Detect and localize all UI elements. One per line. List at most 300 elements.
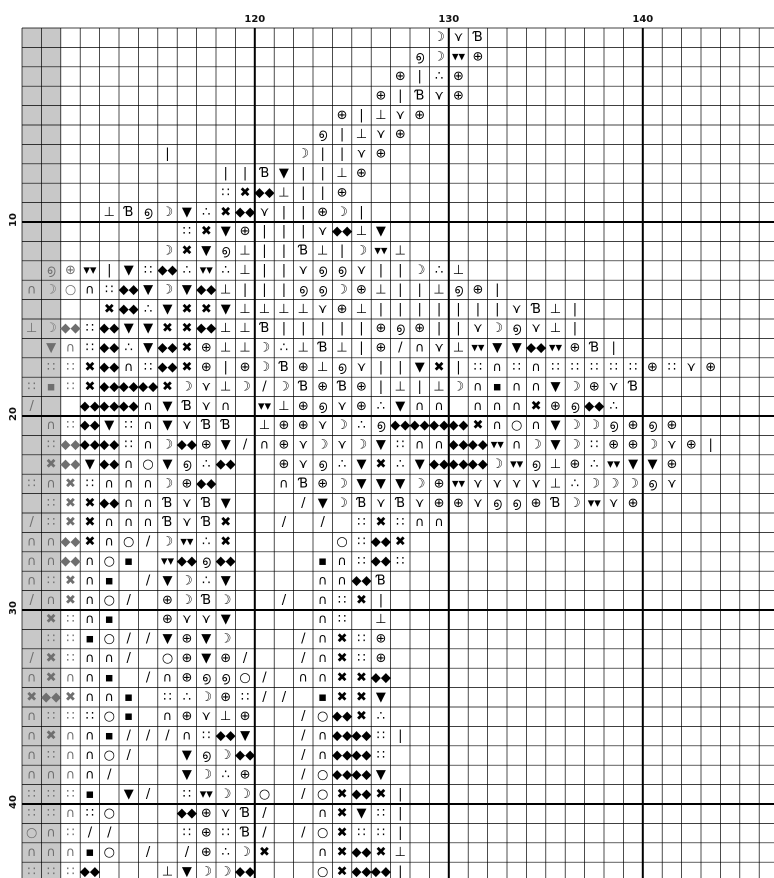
strip-symbol: ◆◆ [60,534,81,550]
stitch-symbol: ∴ [279,340,289,356]
stitch-symbol: ✖ [200,224,212,240]
stitch-symbol: / [145,573,151,589]
stitch-symbol: / [301,767,306,783]
stitch-symbol: ☽ [588,418,601,434]
strip-symbol: ∩ [46,476,56,492]
stitch-symbol: ○ [258,786,271,802]
stitch-symbol: ☽ [297,146,310,162]
stitch-symbol: ⊥ [549,476,562,492]
stitch-symbol: ▼ [84,457,95,472]
stitch-symbol: | [398,786,403,802]
stitch-symbol: ⊕ [608,437,620,453]
stitch-symbol: ∷ [512,360,521,375]
stitch-symbol: ▼ [181,282,192,298]
stitch-symbol: ⊕ [278,418,290,434]
stitch-symbol: ◆◆ [351,845,372,860]
stitch-symbol: Ɓ [201,495,212,511]
strip-symbol: ∩ [26,767,37,783]
stitch-symbol: ▪ [492,379,502,395]
stitch-symbol: ⊥ [239,340,251,356]
stitch-symbol: ◆◆ [448,418,469,434]
stitch-symbol: ∩ [434,398,444,414]
stitch-symbol: ▼ [511,340,522,356]
stitch-symbol: ○ [103,592,115,608]
stitch-symbol: ▼ [143,282,154,298]
stitch-symbol: ∷ [221,825,230,841]
stitch-symbol: ○ [103,554,115,569]
stitch-symbol: ⊕ [200,806,212,822]
stitch-symbol: Ɓ [279,360,289,375]
strip-symbol: ∷ [46,437,56,453]
stitch-symbol: / [145,786,151,802]
stitch-symbol: ⊕ [530,495,542,511]
stitch-symbol: ⋎ [376,127,386,143]
stitch-symbol: ∷ [182,825,192,841]
stitch-symbol: ∷ [357,825,366,841]
stitch-symbol: | [262,224,267,240]
strip-symbol: ∩ [46,418,56,434]
stitch-symbol: ▼ [162,457,173,472]
strip-symbol: ൭ [46,263,56,278]
stitch-symbol: ൭ [201,670,211,686]
strip-symbol: ∷ [46,864,56,878]
stitch-symbol: Ɓ [298,379,309,395]
stitch-symbol: ⊕ [181,476,193,492]
stitch-symbol: ◆◆ [332,709,353,725]
stitch-symbol: ⊕ [200,825,212,841]
stitch-symbol: / [301,825,306,841]
stitch-symbol: ⊥ [375,107,387,123]
strip-symbol: / [29,398,34,414]
strip-symbol: ✖ [65,592,76,608]
stitch-symbol: ∷ [124,418,133,434]
stitch-symbol: ൭ [337,263,347,278]
stitch-symbol: ✖ [220,204,232,220]
strip-symbol: ✖ [65,573,76,589]
strip-symbol: ∩ [26,670,37,686]
strip-symbol: ▼ [46,340,57,356]
stitch-symbol: ☽ [258,340,271,356]
stitch-symbol: ▾▾ [510,457,524,472]
stitch-symbol: ൭ [318,282,328,298]
stitch-symbol: ○ [239,670,251,686]
stitch-symbol: ∷ [376,825,386,841]
strip-symbol: ∷ [46,806,56,822]
stitch-symbol: ⋎ [473,495,483,511]
stitch-symbol: ✖ [375,457,387,472]
stitch-symbol: ▼ [220,301,231,317]
stitch-symbol: ⋎ [511,301,522,317]
stitch-symbol: | [107,263,112,278]
stitch-symbol: | [475,301,481,317]
stitch-symbol: ▪ [85,845,95,860]
stitch-symbol: / [126,631,131,647]
stitch-symbol: ∩ [473,398,483,414]
stitch-symbol: | [320,166,325,181]
stitch-symbol: | [398,360,403,375]
stitch-symbol: | [456,301,461,317]
strip-symbol: ◆◆ [60,554,81,569]
stitch-symbol: ☽ [219,631,232,647]
stitch-symbol: ☽ [219,748,232,763]
stitch-symbol: Ɓ [356,495,367,511]
stitch-symbol: ∷ [85,806,95,822]
strip-symbol: ✖ [65,495,76,511]
stitch-symbol: ∩ [85,554,95,569]
stitch-symbol: / [242,651,248,666]
stitch-symbol: ∷ [357,651,366,666]
stitch-symbol: ▼ [375,476,386,492]
stitch-symbol: ∩ [85,612,95,628]
stitch-symbol: ∷ [667,360,677,375]
stitch-symbol: ◆◆ [370,864,391,878]
stitch-symbol: ⋎ [395,107,406,123]
row-label-20: 20 [8,407,19,421]
stitch-symbol: ☽ [161,476,174,492]
stitch-symbol: ◆◆ [138,379,159,395]
stitch-symbol: ∷ [551,360,560,375]
stitch-symbol: ✖ [336,670,348,686]
stitch-symbol: ∩ [434,515,444,531]
stitch-symbol: ▼ [375,767,386,783]
stitch-symbol: | [378,360,384,375]
stitch-symbol: ∩ [85,282,95,298]
stitch-symbol: ⋎ [356,263,367,278]
stitch-symbol: ▼ [123,786,134,802]
stitch-symbol: ∩ [85,651,95,666]
stitch-symbol: ⊥ [278,398,290,414]
stitch-symbol: | [495,282,500,298]
stitch-symbol: ⋎ [492,476,503,492]
stitch-symbol: ▪ [104,728,114,744]
stitch-symbol: ⊕ [666,418,678,434]
stitch-symbol: ⊕ [394,127,406,143]
strip-symbol: ∩ [65,845,76,860]
strip-symbol: ✖ [65,515,76,531]
stitch-symbol: / [126,748,131,763]
stitch-symbol: ✖ [375,515,387,531]
stitch-symbol: | [398,263,403,278]
strip-symbol: ∷ [66,709,75,725]
stitch-symbol: ⋎ [298,437,309,453]
stitch-symbol: ∩ [123,360,134,375]
stitch-symbol: ∩ [511,437,522,453]
stitch-symbol: ▾▾ [199,786,213,802]
stitch-symbol: | [495,301,500,317]
stitch-symbol: ☽ [530,437,542,453]
stitch-symbol: ⊥ [278,301,290,317]
stitch-symbol: ⋎ [337,398,347,414]
stitch-symbol: / [165,728,170,744]
stitch-symbol: ▾▾ [180,534,194,550]
stitch-symbol: | [242,282,248,298]
stitch-symbol: ⊕ [356,379,367,395]
stitch-symbol: ൭ [531,457,541,472]
stitch-symbol: ◆◆ [526,340,547,356]
strip-symbol: ∷ [66,612,75,628]
stitch-symbol: ⊕ [394,69,406,84]
stitch-symbol: ☽ [336,204,348,220]
stitch-symbol: ▪ [318,554,328,569]
stitch-symbol: ⊕ [433,495,445,511]
stitch-symbol: ⊥ [297,301,309,317]
stitch-symbol: ☽ [413,476,426,492]
stitch-symbol: ∷ [337,612,347,628]
stitch-symbol: ⊥ [239,243,251,259]
stitch-symbol: ✖ [433,360,445,375]
stitch-symbol: ∷ [85,321,95,337]
strip-symbol: ▪ [46,379,56,395]
row-label-30: 30 [8,601,19,615]
stitch-symbol: ✖ [336,864,348,878]
stitch-symbol: ⋎ [201,612,212,628]
stitch-symbol: ⋎ [201,709,212,725]
stitch-symbol: ▼ [647,457,658,472]
stitch-symbol: / [301,728,306,744]
stitch-symbol: ☽ [355,437,368,453]
stitch-symbol: ☽ [200,864,213,878]
stitch-symbol: ◆◆ [79,418,100,434]
stitch-symbol: ∩ [104,476,115,492]
stitch-symbol: Ɓ [589,340,600,356]
stitch-symbol: / [301,748,306,763]
stitch-symbol: ⋎ [182,495,192,511]
stitch-symbol: | [320,185,325,201]
stitch-symbol: ☽ [336,476,348,492]
stitch-symbol: ☽ [181,573,193,589]
stitch-symbol: ⊕ [472,49,484,65]
stitch-symbol: ∴ [609,398,618,414]
stitch-symbol: ⊕ [317,476,329,492]
stitch-symbol: ∴ [182,263,192,278]
stitch-symbol: ∴ [434,69,444,84]
stitch-symbol: ∩ [531,418,541,434]
strip-symbol: ✖ [26,689,38,705]
stitch-symbol: / [301,495,306,511]
stitch-symbol: ∷ [124,437,133,453]
strip-symbol: ∩ [65,806,76,822]
stitch-symbol: ⊥ [317,360,329,375]
stitch-symbol: ▼ [395,398,406,414]
stitch-symbol: ▼ [181,204,192,220]
stitch-symbol: ⊕ [588,379,600,395]
stitch-symbol: ∩ [414,340,425,356]
stitch-symbol: ൭ [182,457,192,472]
stitch-symbol: / [262,806,267,822]
stitch-symbol: | [359,204,364,220]
stitch-symbol: ∩ [337,573,347,589]
stitch-symbol: ∩ [492,398,503,414]
stitch-symbol: / [262,825,267,841]
stitch-symbol: ∩ [317,592,328,608]
stitch-symbol: ∴ [182,689,192,705]
strip-symbol: ✖ [45,728,57,744]
stitch-symbol: ∩ [123,515,134,531]
stitch-symbol: | [378,592,384,608]
stitch-symbol: ∷ [85,709,95,725]
stitch-symbol: ◆◆ [467,437,488,453]
stitch-symbol: | [281,224,287,240]
stitch-symbol: ⊕ [162,612,173,628]
stitch-symbol: Ɓ [182,398,192,414]
stitch-symbol: ⊕ [433,476,445,492]
stitch-symbol: Ɓ [395,495,406,511]
stitch-symbol: ▼ [181,864,192,878]
row-label-10: 10 [8,213,19,227]
stitch-symbol: ▼ [240,728,251,744]
stitch-symbol: ∴ [221,767,230,783]
stitch-symbol: ◆◆ [176,554,197,569]
stitch-symbol: ◆◆ [235,204,256,220]
stitch-symbol: ▼ [181,748,192,763]
strip-symbol: / [29,515,34,531]
stitch-symbol: ⊥ [258,418,271,434]
stitch-symbol: ☽ [433,30,445,46]
stitch-symbol: ∩ [317,573,328,589]
stitch-symbol: ▾▾ [587,495,601,511]
stitch-symbol: ◆◆ [176,806,197,822]
stitch-symbol: ◆◆ [584,398,605,414]
stitch-symbol: ൭ [415,49,425,65]
stitch-symbol: ▼ [162,573,173,589]
stitch-symbol: ⊕ [472,282,484,298]
stitch-symbol: ⊕ [239,709,251,725]
stitch-symbol: | [281,204,287,220]
stitch-symbol: ▼ [123,321,134,337]
stitch-symbol: ☽ [219,592,232,608]
stitch-symbol: ✖ [472,418,484,434]
stitch-symbol: ൭ [221,670,231,686]
stitch-symbol: ⋎ [317,418,328,434]
stitch-symbol: ⊕ [375,88,387,104]
stitch-symbol: ∷ [376,806,386,822]
stitch-symbol: ∩ [317,631,328,647]
strip-symbol: ⊕ [65,263,76,278]
stitch-symbol: / [145,534,151,550]
stitch-symbol: ◆◆ [99,437,120,453]
strip-symbol: ✖ [45,670,57,686]
stitch-symbol: ▾▾ [83,263,97,278]
strip-symbol: ☽ [45,282,57,298]
stitch-symbol: ⊕ [627,495,639,511]
stitch-symbol: ⊕ [297,360,309,375]
stitch-symbol: ∷ [337,592,347,608]
stitch-symbol: ▼ [317,495,328,511]
stitch-symbol: ◆◆ [99,360,120,375]
strip-symbol: ◆◆ [41,689,62,705]
stitch-symbol: ⋎ [356,146,367,162]
stitch-symbol: ⊕ [278,437,290,453]
stitch-symbol: ✖ [336,651,348,666]
stitch-symbol: ∷ [396,554,405,569]
stitch-symbol: ▪ [124,709,134,725]
stitch-symbol: | [223,166,228,181]
stitch-symbol: ∴ [221,845,230,860]
stitch-symbol: ൭ [454,282,463,298]
stitch-symbol: ☽ [239,379,251,395]
stitch-symbol: ✖ [356,592,367,608]
stitch-symbol: ▼ [143,321,154,337]
stitch-symbol: ∴ [202,573,211,589]
stitch-symbol: ∩ [123,495,134,511]
stitch-symbol: ▼ [162,418,173,434]
stitch-symbol: ⊕ [239,224,251,240]
stitch-symbol: ✖ [84,379,96,395]
stitch-symbol: | [262,282,267,298]
stitch-symbols [80,30,716,878]
stitch-symbol: ⋎ [608,379,619,395]
stitch-symbol: ∷ [590,437,599,453]
stitch-symbol: ✖ [220,534,232,550]
stitch-symbol: Ɓ [259,166,270,181]
stitch-symbol: ☽ [258,360,271,375]
stitch-symbol: / [301,631,306,647]
stitch-symbol: ൭ [376,418,386,434]
stitch-symbol: ⋎ [473,321,483,337]
stitch-symbol: ∷ [240,689,250,705]
stitch-symbol: ▼ [356,457,367,472]
stitch-symbol: ◆◆ [351,864,372,878]
stitch-symbol: ∴ [337,457,347,472]
strip-symbol: ∩ [26,845,37,860]
stitch-symbol: ൭ [318,127,328,143]
stitch-symbol: ⊕ [200,340,212,356]
stitch-symbol: ∩ [143,398,153,414]
strip-symbol: ∷ [27,806,36,822]
pattern-grid [22,28,774,878]
stitch-symbol: ▼ [162,398,173,414]
stitch-symbol: ▼ [414,360,425,375]
stitch-symbol: ⊥ [355,224,368,240]
stitch-symbol: ⊥ [549,301,562,317]
stitch-symbol: ☽ [200,689,213,705]
stitch-symbol: / [320,515,325,531]
stitch-symbol: Ɓ [298,243,309,259]
stitch-symbol: ∩ [143,418,153,434]
stitch-symbol: ⋎ [414,495,425,511]
stitch-symbol: ∩ [511,379,522,395]
stitch-symbol: ⋎ [453,30,464,46]
stitch-symbol: ⊥ [220,379,232,395]
stitch-symbol: / [126,651,131,666]
stitch-symbol: ◆◆ [429,457,450,472]
strip-symbol: ∷ [46,786,56,802]
strip-symbol: ∷ [66,631,75,647]
stitch-symbol: ⊥ [239,301,251,317]
stitch-symbol: ◆◆ [467,457,488,472]
stitch-symbol: | [359,321,364,337]
stitch-symbol: ☽ [433,49,445,65]
strip-symbol: ∷ [66,864,75,878]
stitch-symbol: ◆◆ [118,379,139,395]
stitch-symbol: ▪ [124,554,134,569]
stitch-symbol: ○ [142,457,154,472]
stitch-symbol: | [456,321,461,337]
stitch-symbol: ൭ [143,204,153,220]
stitch-symbol: ☽ [200,767,213,783]
stitch-symbol: ∩ [162,709,173,725]
stitch-symbol: ∩ [317,748,328,763]
stitch-symbol: ◆◆ [157,360,178,375]
stitch-symbol: ⋎ [182,418,192,434]
stitch-symbol: ◆◆ [370,534,391,550]
stitch-symbol: ☽ [336,495,348,511]
strip-symbol: ∩ [46,592,56,608]
stitch-symbol: ∷ [202,728,211,744]
stitch-symbol: ◆◆ [351,573,372,589]
stitch-symbol: ⊥ [239,263,251,278]
stitch-symbol: ▼ [414,457,425,472]
